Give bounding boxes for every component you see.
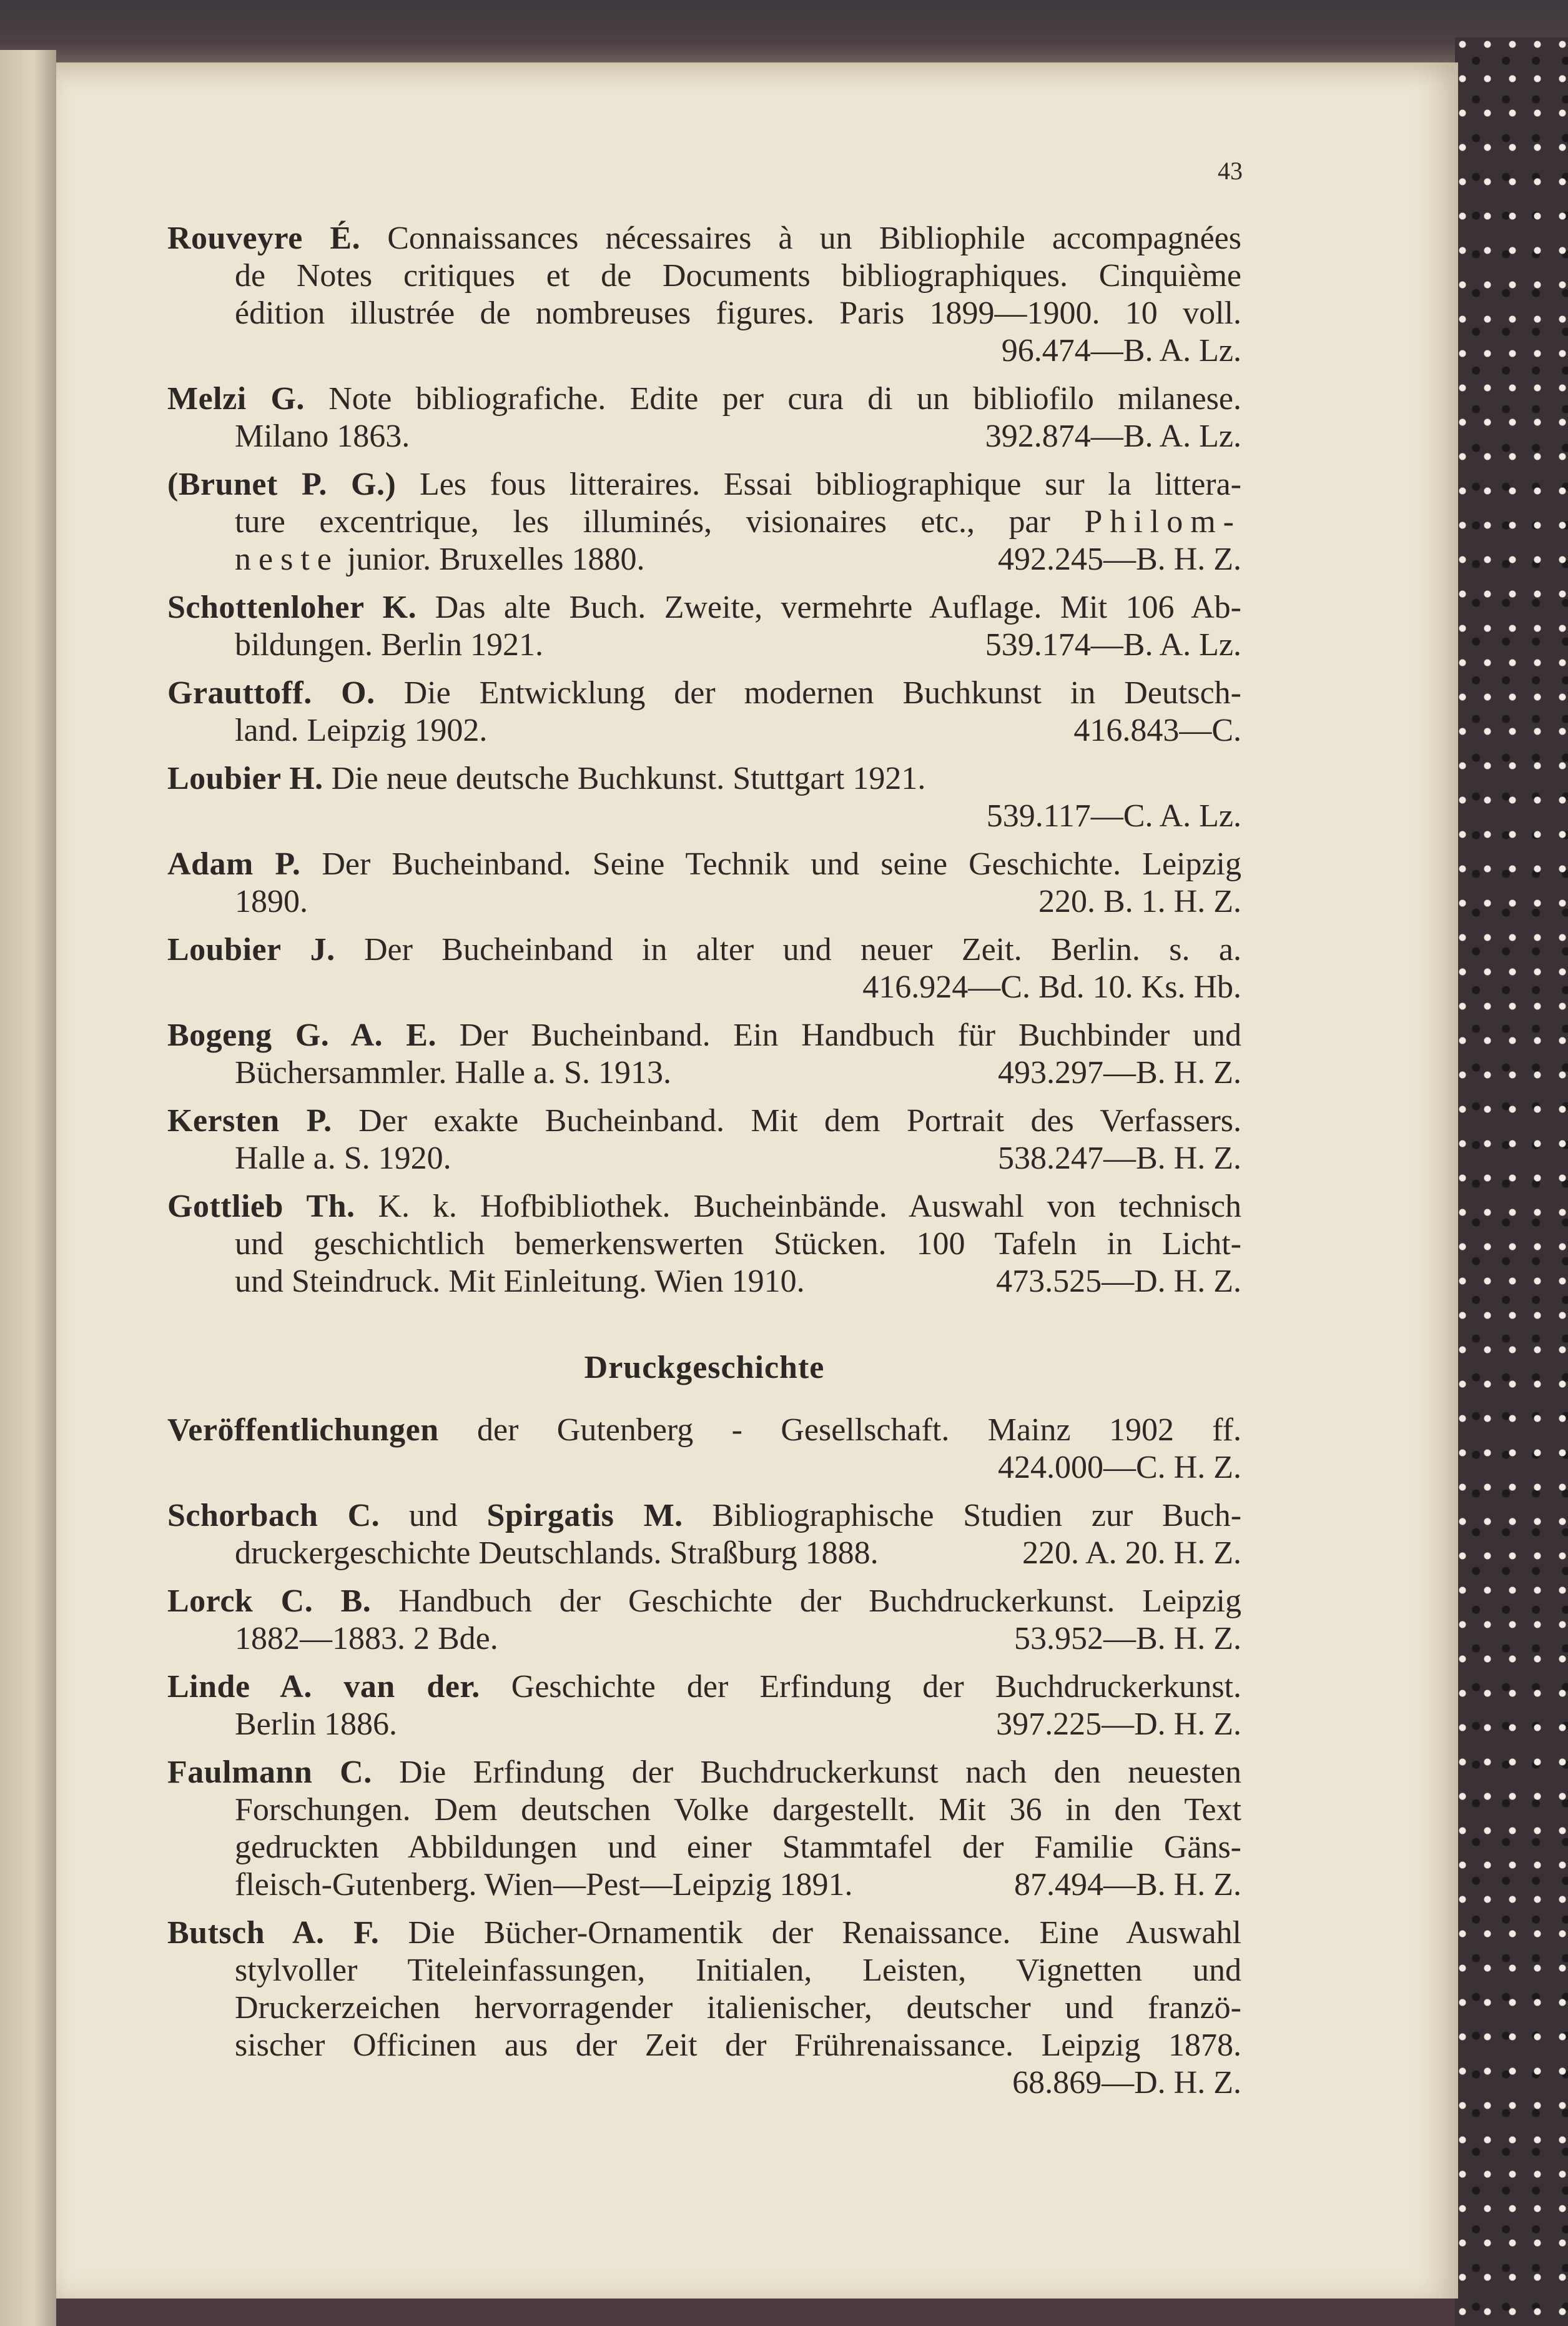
shelfmark: 220. A. 20. H. Z. [1022, 1535, 1241, 1571]
entry-author: Adam P. [167, 846, 301, 882]
bib-entry-gutenberg [167, 1412, 1241, 1487]
shelfmark: 220. B. 1. H. Z. [1038, 884, 1241, 919]
page-number: 43 [1218, 157, 1243, 185]
entry-text: Die Erfindung der Buchdruckerkunst nach den neuesten [399, 1754, 1241, 1790]
shelfmark: 539.117—C. A. Lz. [986, 798, 1241, 834]
shelfmark: 53.952—B. H. Z. [1014, 1621, 1241, 1656]
entry-author: (Brunet P. G.) [167, 467, 397, 502]
bib-entry-butsch [167, 1914, 1241, 2102]
shelfmark: 492.245—B. H. Z. [998, 542, 1241, 577]
entry-text: Büchersammler. Halle a. S. 1913. [235, 1055, 671, 1091]
shelfmark: 392.874—B. A. Lz. [985, 418, 1241, 454]
entry-text: Der exakte Bucheinband. Mit dem Portrait des Verfassers. [358, 1103, 1241, 1139]
pseudonym-text: Philom- [1084, 504, 1241, 540]
entry-text: und [408, 1498, 458, 1533]
entry-author: Schorbach C. [167, 1498, 380, 1533]
entry-text: der Gutenberg - Gesellschaft. Mainz 1902 ff. [477, 1412, 1241, 1448]
entry-text: ture excentrique, les illuminés, visionaires etc., par [235, 504, 1050, 540]
entry-text: Handbuch der Geschichte der Buchdruckerkunst. Leipzig [398, 1583, 1241, 1619]
entry-text: K. k. Hofbibliothek. Bucheinbände. Auswahl von technisch [378, 1189, 1241, 1224]
entry-author: Veröffentlichungen [167, 1412, 439, 1448]
entry-text: Note bibliografiche. Edite per cura di un bibliofilo milanese. [328, 381, 1241, 417]
bib-entry-loubier-h [167, 760, 1241, 835]
entry-text: sischer Officinen aus der Zeit der Frührenaissance. Leipzig 1878. [235, 2027, 1241, 2063]
bib-entry-rouveyre [167, 220, 1241, 370]
section-heading: Druckgeschichte [584, 1350, 825, 1385]
bibliography-list [167, 220, 1241, 2112]
shelfmark: 416.843—C. [1073, 713, 1241, 748]
shelfmark: 416.924—C. Bd. 10. Ks. Hb. [862, 969, 1241, 1005]
entry-text: junior. Bruxelles 1880. [347, 542, 645, 577]
shelfmark: 96.474—B. A. Lz. [1001, 333, 1241, 369]
bib-entry-lorck [167, 1583, 1241, 1658]
pseudonym-text: neste [235, 542, 339, 577]
entry-text: Halle a. S. 1920. [235, 1141, 451, 1176]
entry-author: Spirgatis M. [486, 1498, 683, 1533]
left-page-edge [0, 50, 56, 2326]
shelfmark: 493.297—B. H. Z. [998, 1055, 1241, 1091]
entry-text: druckergeschichte Deutschlands. Straßburg 1888. [235, 1535, 879, 1571]
entry-author: Kersten P. [167, 1103, 332, 1139]
shelfmark: 538.247—B. H. Z. [998, 1141, 1241, 1176]
bib-entry-faulmann [167, 1754, 1241, 1904]
shelfmark: 87.494—B. H. Z. [1014, 1867, 1241, 1903]
bib-entry-schottenloher [167, 589, 1241, 664]
bib-entry-kersten [167, 1102, 1241, 1177]
entry-text: land. Leipzig 1902. [235, 713, 488, 748]
entry-author: Faulmann C. [167, 1754, 372, 1790]
entry-author: Loubier J. [167, 932, 335, 968]
entry-text: Forschungen. Dem deutschen Volke dargestellt. Mit 36 in den Text [235, 1792, 1241, 1828]
entry-author: Bogeng G. A. E. [167, 1017, 436, 1053]
bib-entry-linde [167, 1668, 1241, 1743]
entry-author: Linde A. van der. [167, 1669, 480, 1705]
entry-text: Connaissances nécessaires à un Bibliophile accompagnées [387, 220, 1241, 256]
entry-text: Die Bücher-Ornamentik der Renaissance. Eine Auswahl [408, 1915, 1241, 1951]
entry-author: Lorck C. B. [167, 1583, 372, 1619]
entry-text: Der Bucheinband in alter und neuer Zeit. Berlin. s. a. [363, 932, 1241, 968]
entry-author: Melzi G. [167, 381, 305, 417]
bib-entry-loubier-j [167, 931, 1241, 1006]
entry-text: 1890. [235, 884, 308, 919]
shelfmark: 68.869—D. H. Z. [1012, 2065, 1241, 2101]
entry-text: de Notes critiques et de Documents bibliographiques. Cinquième [235, 258, 1241, 294]
entry-author: Grauttoff. O. [167, 675, 375, 711]
entry-text: fleisch-Gutenberg. Wien—Pest—Leipzig 1891. [235, 1867, 853, 1903]
entry-text: Les fous litteraires. Essai bibliographique sur la littera- [419, 467, 1241, 502]
entry-text: und geschichtlich bemerkenswerten Stücken. 100 Tafeln in Licht- [235, 1226, 1241, 1262]
entry-text: Der Bucheinband. Seine Technik und seine Geschichte. Leipzig [322, 846, 1241, 882]
shelfmark: 473.525—D. H. Z. [996, 1264, 1241, 1299]
marbled-cover-edge [1455, 37, 1568, 2326]
entry-text: Druckerzeichen hervorragender italienischer, deutscher und franzö- [235, 1990, 1241, 2026]
entry-text: bildungen. Berlin 1921. [235, 627, 543, 663]
shelfmark: 539.174—B. A. Lz. [985, 627, 1241, 663]
entry-text: Berlin 1886. [235, 1706, 397, 1742]
entry-text: stylvoller Titeleinfassungen, Initialen, Leisten, Vignetten und [235, 1952, 1241, 1988]
entry-text: édition illustrée de nombreuses figures. Paris 1899—1900. 10 voll. [235, 295, 1241, 331]
entry-author: Butsch A. F. [167, 1915, 380, 1951]
entry-text: Die neue deutsche Buchkunst. Stuttgart 1921. [331, 761, 926, 796]
entry-text: Der Bucheinband. Ein Handbuch für Buchbinder und [459, 1017, 1241, 1053]
book-top-edge [0, 0, 1568, 62]
bib-entry-bogeng [167, 1017, 1241, 1092]
bib-entry-schorbach [167, 1497, 1241, 1572]
entry-text: Milano 1863. [235, 418, 410, 454]
entry-text: gedruckten Abbildungen und einer Stammtafel der Familie Gäns- [235, 1829, 1241, 1865]
shelfmark: 397.225—D. H. Z. [996, 1706, 1241, 1742]
entry-text: Bibliographische Studien zur Buch- [712, 1498, 1241, 1533]
entry-author: Schottenloher K. [167, 590, 417, 625]
bib-entry-brunet [167, 466, 1241, 578]
bib-entry-adam [167, 846, 1241, 921]
bib-entry-gottlieb [167, 1188, 1241, 1300]
entry-author: Loubier H. [167, 761, 323, 796]
entry-text: 1882—1883. 2 Bde. [235, 1621, 498, 1656]
bib-entry-grauttoff [167, 675, 1241, 750]
entry-text: und Steindruck. Mit Einleitung. Wien 1910. [235, 1264, 805, 1299]
entry-author: Gottlieb Th. [167, 1189, 355, 1224]
entry-author: Rouveyre É. [167, 220, 361, 256]
bib-entry-melzi [167, 380, 1241, 455]
entry-text: Die Entwicklung der modernen Buchkunst in Deutsch- [403, 675, 1241, 711]
entry-text: Das alte Buch. Zweite, vermehrte Auflage. Mit 106 Ab- [435, 590, 1241, 625]
shelfmark: 424.000—C. H. Z. [998, 1450, 1241, 1485]
entry-text: Geschichte der Erfindung der Buchdruckerkunst. [511, 1669, 1241, 1705]
